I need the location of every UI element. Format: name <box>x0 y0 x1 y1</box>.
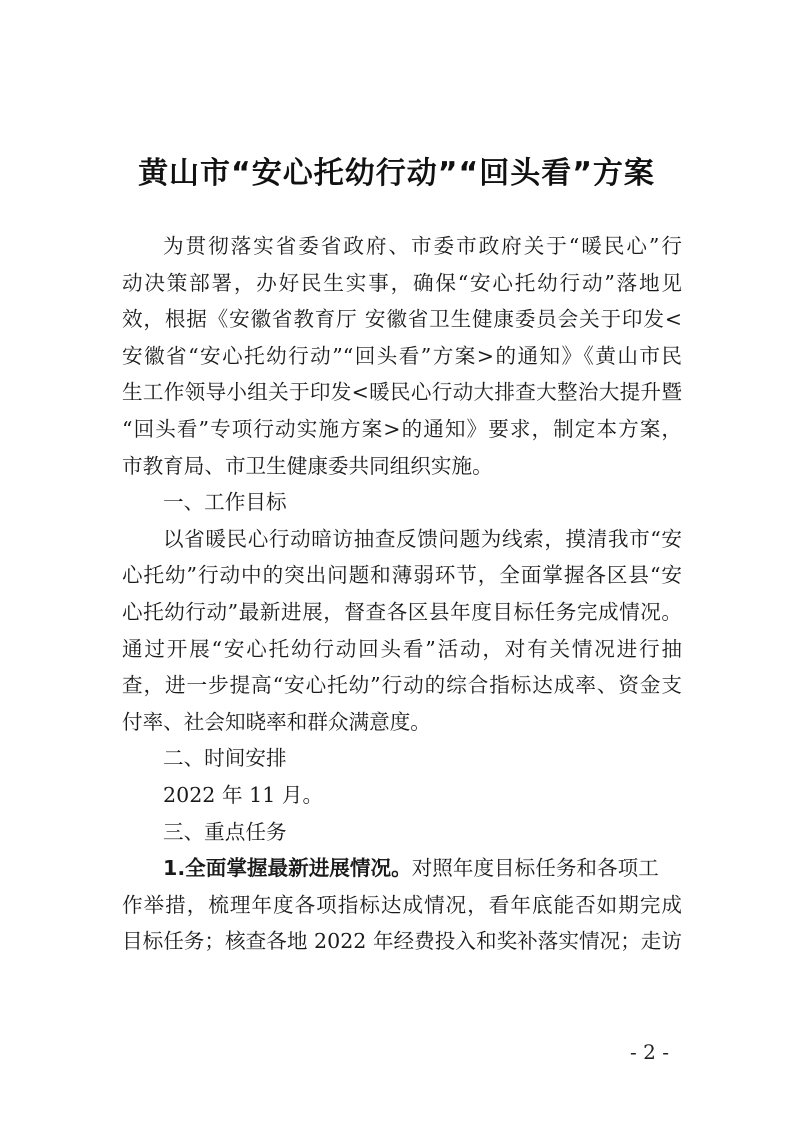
paragraph-line: 市教育局、市卫生健康委共同组织实施。 <box>122 453 493 478</box>
paragraph-line: 生工作领导小组关于印发<暖民心行动大排查大整治大提升暨 <box>122 380 682 405</box>
paragraph-line: “回头看”专项行动实施方案>的通知》要求，制定本方案， <box>122 416 682 441</box>
document-title: 黄山市“安心托幼行动”“回头看”方案 <box>138 156 655 191</box>
paragraph-line: 通过开展“安心托幼行动回头看”活动，对有关情况进行抽 <box>122 636 682 661</box>
paragraph-line: 心托幼”行动中的突出问题和薄弱环节，全面掌握各区县“安 <box>122 563 682 588</box>
paragraph-line: 付率、社会知晓率和群众满意度。 <box>122 709 431 734</box>
paragraph-line: 心托幼行动”最新进展，督查各区县年度目标任务完成情况。 <box>122 599 682 624</box>
paragraph-line: 动决策部署，办好民生实事，确保“安心托幼行动”落地见 <box>122 270 682 295</box>
paragraph-line: 效，根据《安徽省教育厅 安徽省卫生健康委员会关于印发< <box>122 307 682 332</box>
paragraph-line: 以省暖民心行动暗访抽查反馈问题为线索，摸清我市“安 <box>163 526 682 551</box>
task-title: 1.全面掌握最新进展情况。 <box>163 856 412 881</box>
section-heading: 一、工作目标 <box>163 490 287 515</box>
page-number: - 2 - <box>630 1040 669 1064</box>
paragraph-line: 查，进一步提高“安心托幼”行动的综合指标达成率、资金支 <box>122 673 682 698</box>
document-body <box>122 228 682 960</box>
paragraph-line: 为贯彻落实省委省政府、市委市政府关于“暖民心”行 <box>163 234 682 258</box>
task-text: 对照年度目标任务和各项工 <box>411 856 659 881</box>
paragraph-line: 作举措，梳理年度各项指标达成情况，看年底能否如期完成 <box>122 892 682 917</box>
paragraph-line: 2022 年 11 月。 <box>163 782 324 807</box>
section-heading: 二、时间安排 <box>163 746 287 771</box>
paragraph-line: 目标任务；核查各地 2022 年经费投入和奖补落实情况；走访 <box>122 929 682 954</box>
task-line <box>122 850 682 887</box>
section-heading: 三、重点任务 <box>163 819 287 844</box>
paragraph-line: 安徽省“安心托幼行动”“回头看”方案>的通知》《黄山市民 <box>122 343 682 368</box>
